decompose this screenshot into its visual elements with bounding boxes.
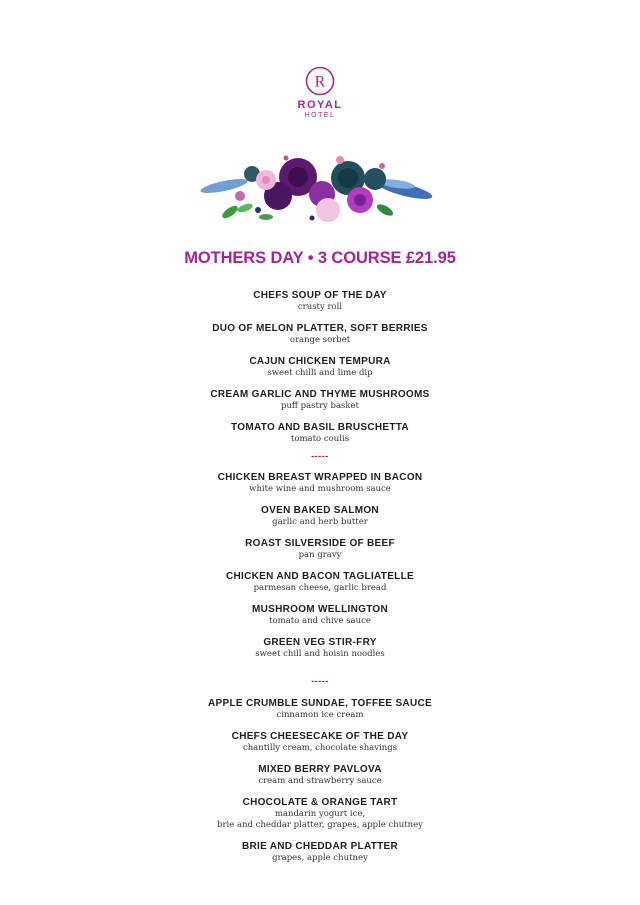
svg-text:R: R [314, 73, 326, 91]
item-description: sweet chilli and lime dip [267, 368, 373, 378]
item-description: mandarin yogurt ice, [274, 809, 366, 819]
menu-item [0, 290, 640, 313]
item-description: parmesan cheese, garlic bread [253, 583, 387, 593]
menu-item [0, 505, 640, 528]
item-description: puff pastry basket [281, 401, 359, 411]
mains-section [0, 472, 640, 670]
starters-section [0, 290, 640, 455]
item-description-line-2: brie and cheddar platter, grapes, apple chutney [217, 820, 423, 830]
menu-item [0, 422, 640, 445]
item-name: CHEFS SOUP OF THE DAY [253, 290, 387, 301]
item-name: GREEN VEG STIR-FRY [263, 637, 377, 648]
menu-item [0, 356, 640, 379]
floral-arrangement-illustration [200, 144, 435, 230]
item-name: ROAST SILVERSIDE OF BEEF [245, 538, 395, 549]
item-name: CHEFS CHEESECAKE OF THE DAY [231, 731, 409, 742]
item-description: white wine and mushroom sauce [249, 484, 391, 494]
item-name: CHICKEN BREAST WRAPPED IN BACON [217, 472, 423, 483]
item-description: cream and strawberry sauce [258, 776, 382, 786]
item-name: APPLE CRUMBLE SUNDAE, TOFFEE SAUCE [208, 698, 432, 709]
item-description: tomato and chive sauce [269, 616, 371, 626]
course-separator: ----- [311, 676, 329, 686]
item-name: DUO OF MELON PLATTER, SOFT BERRIES [212, 323, 428, 334]
item-description: garlic and herb butter [272, 517, 368, 527]
menu-item [0, 538, 640, 561]
menu-item [0, 323, 640, 346]
item-description: sweet chill and hoisin noodles [255, 649, 385, 659]
desserts-section [0, 698, 640, 874]
hotel-logo [0, 66, 640, 119]
hotel-name: ROYAL [297, 99, 343, 111]
menu-item [0, 841, 640, 864]
item-description: crusty roll [297, 302, 343, 312]
menu-item [0, 637, 640, 660]
item-description: pan gravy [298, 550, 342, 560]
menu-item [0, 604, 640, 627]
menu-item [0, 698, 640, 721]
item-name: CHICKEN AND BACON TAGLIATELLE [226, 571, 414, 582]
item-description: cinnamon ice cream [276, 710, 364, 720]
item-description: orange sorbet [289, 335, 351, 345]
menu-item [0, 389, 640, 412]
menu-item [0, 731, 640, 754]
hotel-subname: HOTEL [304, 112, 336, 119]
item-description: grapes, apple chutney [272, 853, 368, 863]
item-name: CAJUN CHICKEN TEMPURA [249, 356, 391, 367]
item-name: BRIE AND CHEDDAR PLATTER [241, 841, 399, 852]
menu-item [0, 472, 640, 495]
menu-item [0, 764, 640, 787]
item-name: MUSHROOM WELLINGTON [251, 604, 389, 615]
item-description: chantilly cream, chocolate shavings [242, 743, 398, 753]
menu-item [0, 571, 640, 594]
item-name: CHOCOLATE & ORANGE TART [242, 797, 398, 808]
menu-title: MOTHERS DAY • 3 COURSE £21.95 [184, 249, 456, 267]
royal-monogram-icon [305, 66, 335, 96]
menu-item [0, 797, 640, 831]
item-description: tomato coulis [290, 434, 350, 444]
item-name: OVEN BAKED SALMON [261, 505, 379, 516]
item-name: MIXED BERRY PAVLOVA [258, 764, 382, 775]
course-separator: ----- [311, 451, 329, 461]
item-name: CREAM GARLIC AND THYME MUSHROOMS [210, 389, 430, 400]
item-name: TOMATO AND BASIL BRUSCHETTA [231, 422, 409, 433]
